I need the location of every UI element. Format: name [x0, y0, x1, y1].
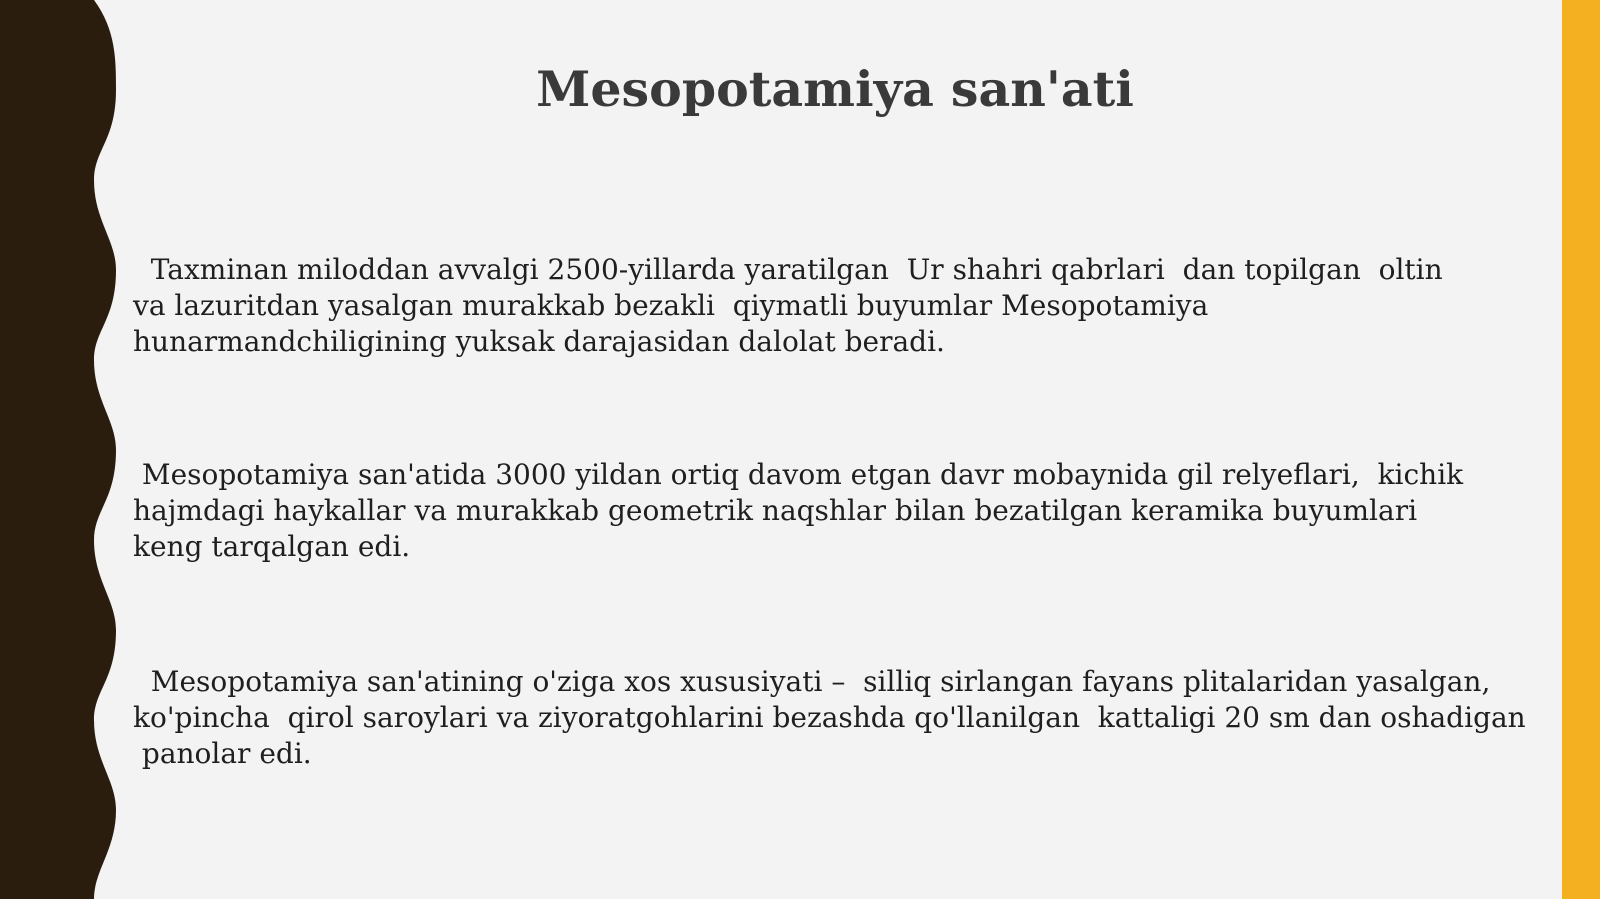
- paragraph-line: va lazuritdan yasalgan murakkab bezakli qiymatli buyumlar Mesopotamiya: [133, 289, 1209, 322]
- paragraph-line: hunarmandchiligining yuksak darajasidan dalolat beradi.: [133, 325, 945, 358]
- paragraph-line: Mesopotamiya san'atida 3000 yildan ortiq davom etgan davr mobaynida gil relyeflari, kichik: [133, 458, 1464, 491]
- paragraph-faience-panels: [133, 664, 1533, 772]
- paragraph-line: Mesopotamiya san'atining o'ziga xos xususiyati – silliq sirlangan fayans plitalaridan yasalgan,: [133, 665, 1491, 698]
- paragraph-ur-graves: [133, 252, 1533, 360]
- paragraph-clay-reliefs: [133, 457, 1533, 565]
- wavy-border-shape: [0, 0, 116, 899]
- paragraph-line: keng tarqalgan edi.: [133, 530, 411, 563]
- paragraph-line: panolar edi.: [133, 737, 312, 770]
- wavy-left-border: [0, 0, 130, 899]
- paragraph-line: ko'pincha qirol saroylari va ziyoratgohlarini bezashda qo'llanilgan kattaligi 20 sm dan oshadigan: [133, 701, 1526, 734]
- right-accent-stripe: [1562, 0, 1600, 899]
- paragraph-line: hajmdagi haykallar va murakkab geometrik naqshlar bilan bezatilgan keramika buyumlari: [133, 494, 1418, 527]
- paragraph-line: Taxminan miloddan avvalgi 2500-yillarda yaratilgan Ur shahri qabrlari dan topilgan oltin: [133, 253, 1443, 286]
- slide-title: Mesopotamiya san'ati: [536, 60, 1134, 118]
